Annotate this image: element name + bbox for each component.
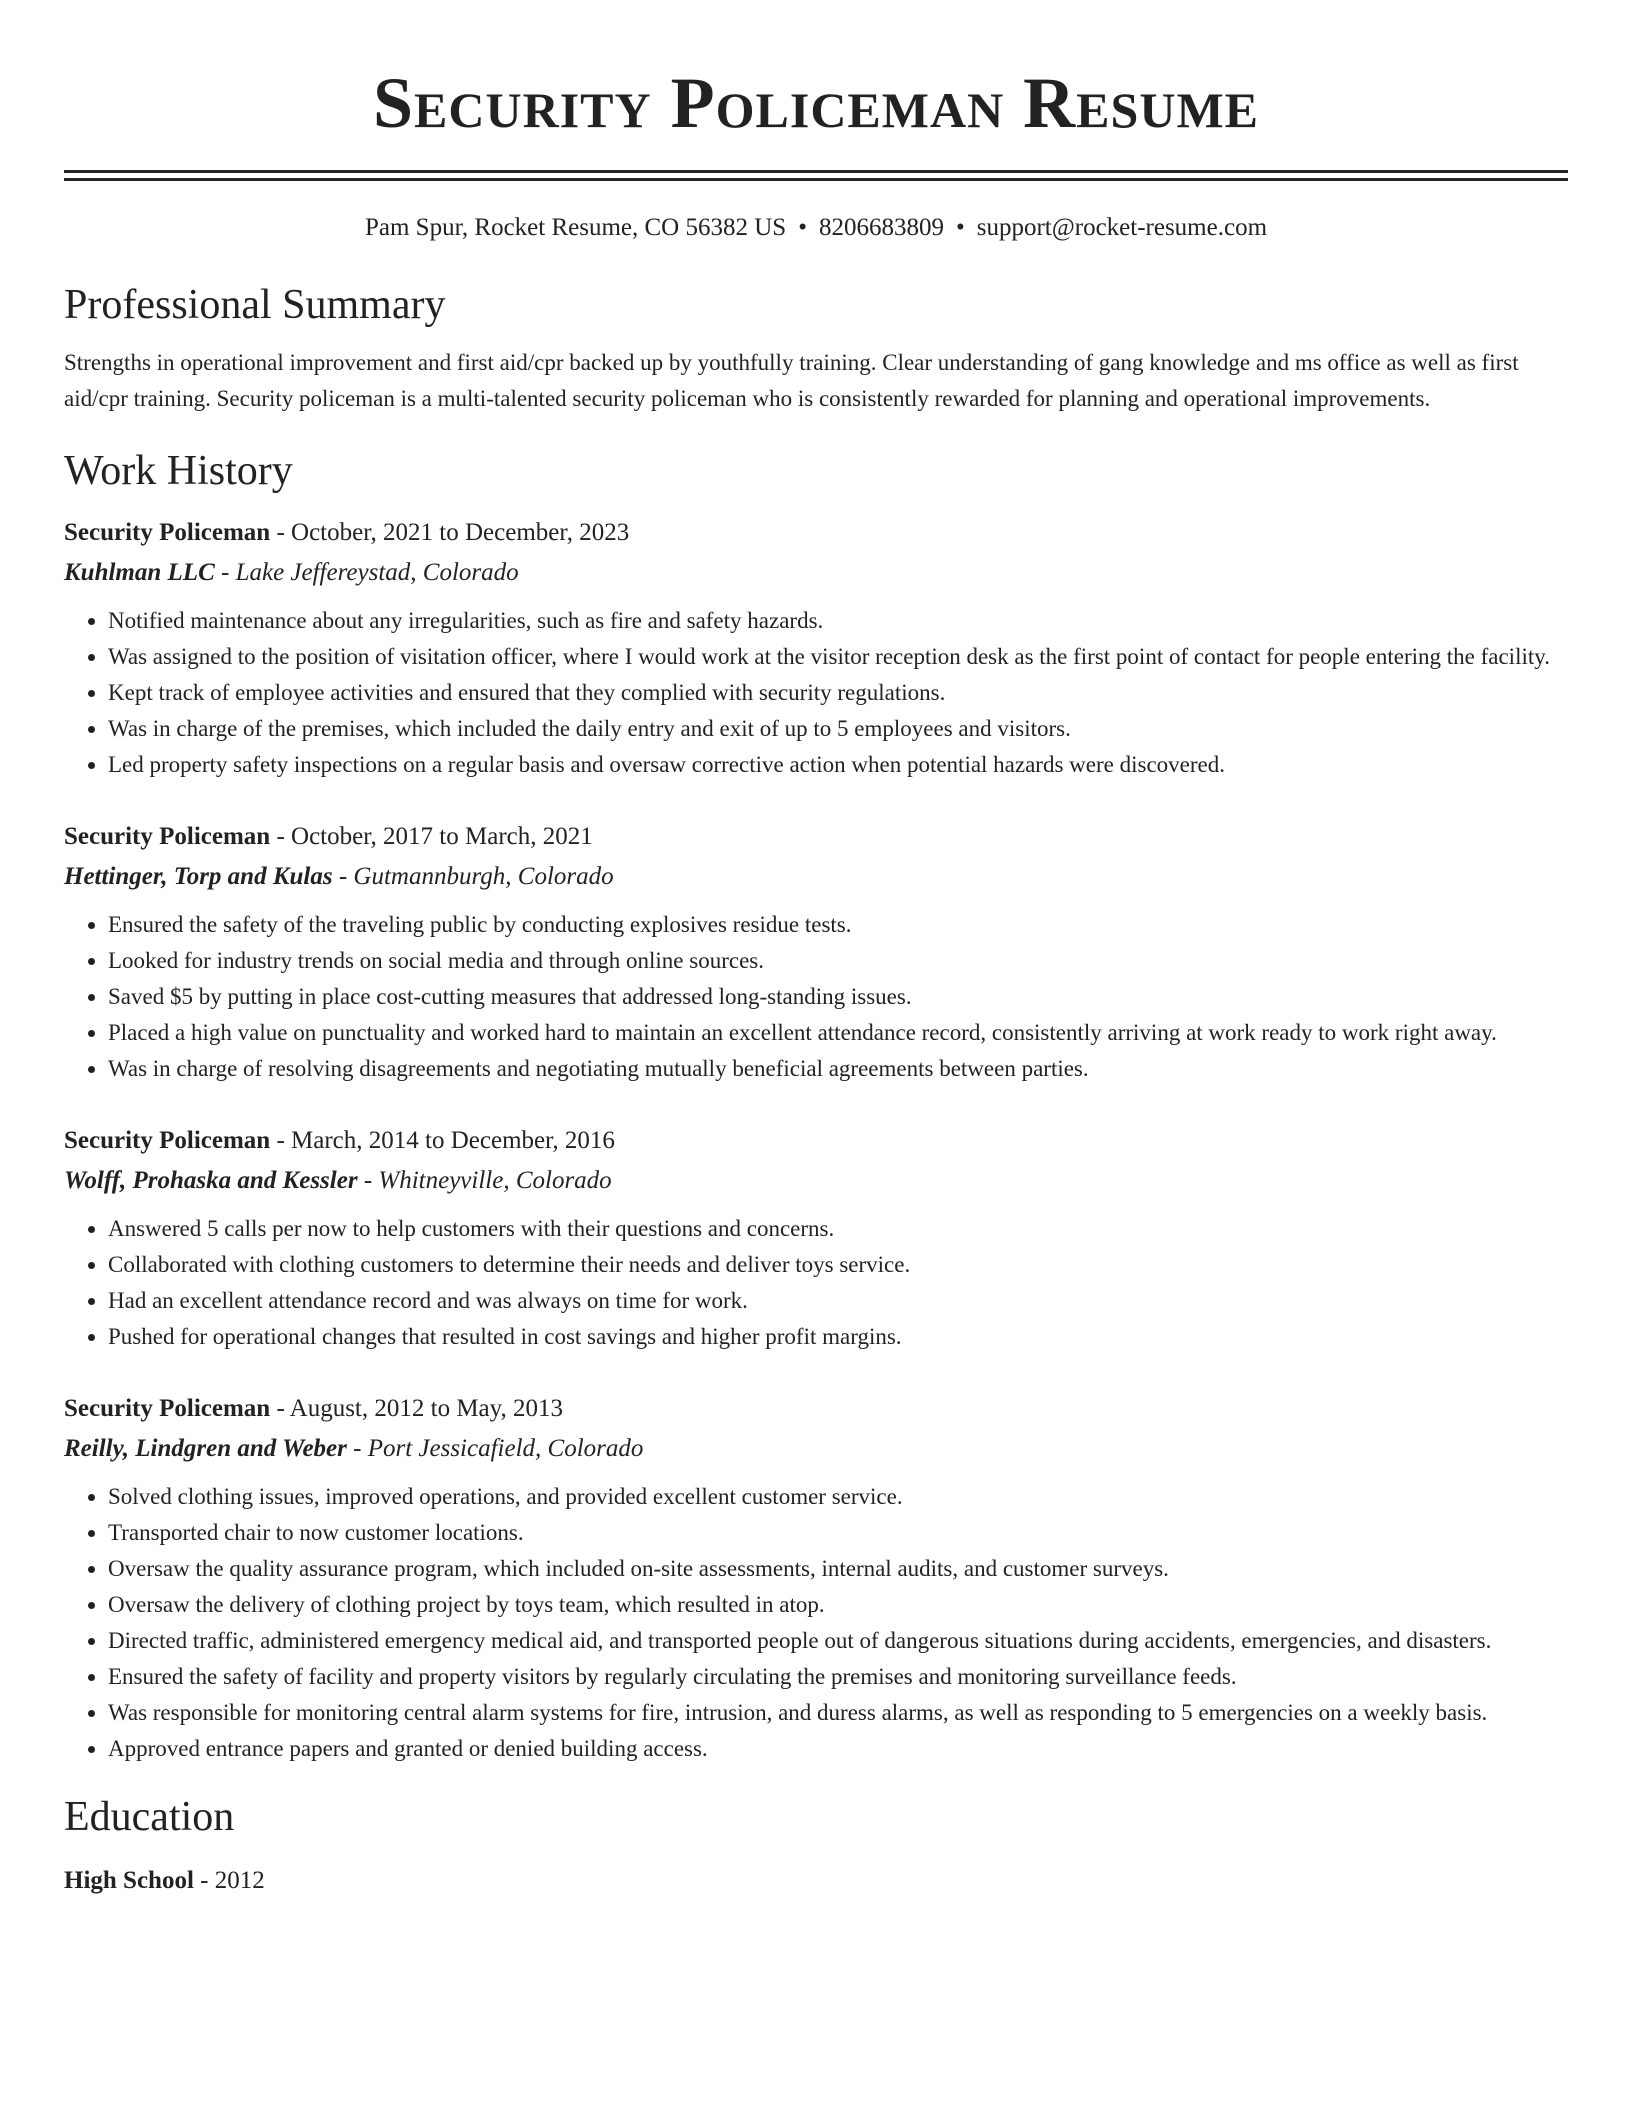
- job-bullet: • Transported chair to now customer locations.: [108, 1515, 1568, 1551]
- job-bullet: • Was responsible for monitoring central alarm systems for fire, intrusion, and duress alarms, as well as responding to 5 emergencies on a weekly basis.: [108, 1695, 1568, 1731]
- job-bullet-list: [64, 1479, 1568, 1767]
- contact-line: [64, 211, 1568, 245]
- job-entry: [64, 1121, 1568, 1355]
- job-bullet: • Led property safety inspections on a regular basis and oversaw corrective action when potential hazards were discovered.: [108, 747, 1568, 783]
- job-bullet: • Collaborated with clothing customers to determine their needs and deliver toys service.: [108, 1247, 1568, 1283]
- company-location: - Gutmannburgh, Colorado: [332, 863, 614, 890]
- summary-heading: Professional Summary: [64, 282, 446, 328]
- job-entry: [64, 817, 1568, 1087]
- job-title-line: [64, 817, 1568, 857]
- resume-page: [64, 0, 1568, 1901]
- page-title: Security Policeman Resume: [373, 63, 1259, 143]
- company-line: [64, 553, 1568, 593]
- job-bullet: • Placed a high value on punctuality and worked hard to maintain an excellent attendance record, consistently arriving at work ready to work right away.: [108, 1015, 1568, 1051]
- contact-phone: 8206683809: [818, 214, 944, 241]
- company-location: - Lake Jeffereystad, Colorado: [214, 559, 519, 586]
- job-bullet: • Pushed for operational changes that resulted in cost savings and higher profit margins.: [108, 1319, 1568, 1355]
- job-title-line: [64, 1121, 1568, 1161]
- job-title: Security Policeman: [64, 1395, 271, 1422]
- company-line: [64, 857, 1568, 897]
- job-bullet: • Was in charge of resolving disagreements and negotiating mutually beneficial agreements between parties.: [108, 1051, 1568, 1087]
- job-bullet: • Approved entrance papers and granted or denied building access.: [108, 1731, 1568, 1767]
- work-history-heading: Work History: [64, 448, 293, 494]
- job-title: Security Policeman: [64, 1127, 271, 1154]
- job-title: Security Policeman: [64, 519, 271, 546]
- education-heading: Education: [64, 1794, 235, 1840]
- contact-email: support@rocket-resume.com: [976, 214, 1268, 241]
- job-bullet-list: [64, 603, 1568, 783]
- company-name: Kuhlman LLC: [64, 559, 215, 586]
- job-bullet: • Oversaw the quality assurance program, which included on-site assessments, internal audits, and customer surveys.: [108, 1551, 1568, 1587]
- company-line: [64, 1161, 1568, 1201]
- company-line: [64, 1429, 1568, 1469]
- company-name: Wolff, Prohaska and Kessler: [64, 1167, 358, 1194]
- job-dates: - March, 2014 to December, 2016: [270, 1127, 615, 1154]
- job-entry: [64, 1389, 1568, 1767]
- job-bullet: • Oversaw the delivery of clothing project by toys team, which resulted in atop.: [108, 1587, 1568, 1623]
- contact-address: Pam Spur, Rocket Resume, CO 56382 US: [364, 214, 787, 241]
- education-entry: [64, 1861, 1568, 1901]
- job-bullet: • Had an excellent attendance record and was always on time for work.: [108, 1283, 1568, 1319]
- job-title-line: [64, 513, 1568, 553]
- work-history-list: [64, 513, 1568, 1767]
- summary-text: Strengths in operational improvement and first aid/cpr backed up by youthfully training. Clear understanding of gang knowledge and ms office as well as first aid/cpr training. Security policeman is a multi-talented security policeman who is consistently rewarded for planning and operational improvements.: [64, 350, 1519, 411]
- job-bullet: • Saved $5 by putting in place cost-cutting measures that addressed long-standing issues.: [108, 979, 1568, 1015]
- company-location: - Port Jessicafield, Colorado: [346, 1435, 644, 1462]
- company-name: Hettinger, Torp and Kulas: [64, 863, 333, 890]
- job-dates: - August, 2012 to May, 2013: [270, 1395, 564, 1422]
- job-bullet: • Ensured the safety of the traveling public by conducting explosives residue tests.: [108, 907, 1568, 943]
- job-bullet: • Looked for industry trends on social media and through online sources.: [108, 943, 1568, 979]
- job-title: Security Policeman: [64, 823, 271, 850]
- job-bullet: • Solved clothing issues, improved operations, and provided excellent customer service.: [108, 1479, 1568, 1515]
- contact-separator: •: [955, 214, 965, 241]
- contact-separator: •: [798, 214, 807, 241]
- education-degree: High School: [64, 1867, 194, 1894]
- job-entry: [64, 513, 1568, 783]
- company-location: - Whitneyville, Colorado: [357, 1167, 612, 1194]
- job-bullet: • Was in charge of the premises, which included the daily entry and exit of up to 5 employees and visitors.: [108, 711, 1568, 747]
- title-double-rule: [64, 170, 1568, 181]
- job-bullet-list: [64, 907, 1568, 1087]
- job-title-line: [64, 1389, 1568, 1429]
- job-bullet: • Ensured the safety of facility and property visitors by regularly circulating the premises and monitoring surveillance feeds.: [108, 1659, 1568, 1695]
- job-bullet: • Kept track of employee activities and ensured that they complied with security regulations.: [108, 675, 1568, 711]
- job-dates: - October, 2021 to December, 2023: [270, 519, 630, 546]
- job-dates: - October, 2017 to March, 2021: [270, 823, 593, 850]
- job-bullet: • Was assigned to the position of visitation officer, where I would work at the visitor reception desk as the first point of contact for people entering the facility.: [108, 639, 1568, 675]
- job-bullet: • Answered 5 calls per now to help customers with their questions and concerns.: [108, 1211, 1568, 1247]
- job-bullet: • Directed traffic, administered emergency medical aid, and transported people out of dangerous situations during accidents, emergencies, and disasters.: [108, 1623, 1568, 1659]
- job-bullet-list: [64, 1211, 1568, 1355]
- job-bullet: • Notified maintenance about any irregularities, such as fire and safety hazards.: [108, 603, 1568, 639]
- company-name: Reilly, Lindgren and Weber: [64, 1435, 347, 1462]
- education-year: - 2012: [193, 1867, 265, 1894]
